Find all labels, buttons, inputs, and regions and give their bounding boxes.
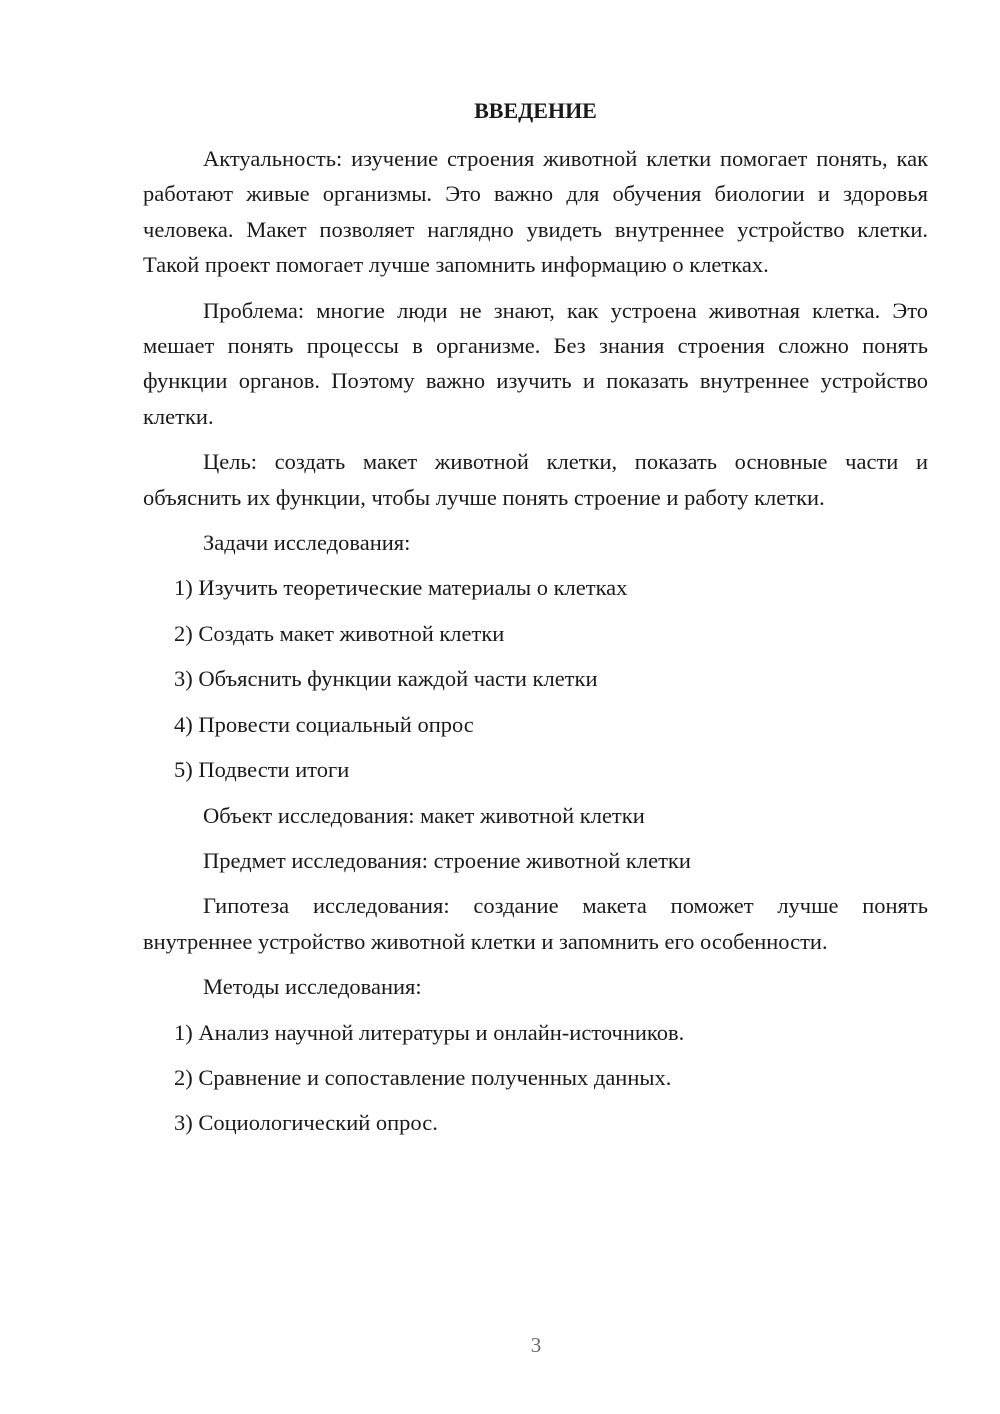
problem-paragraph: Проблема: многие люди не знают, как устроена животная клетка. Это мешает понять процессы в организме. Без знания строения сложно понять функции органов. Поэтому важно изучить и показать внутреннее устройство клетки. (143, 297, 928, 429)
relevance-paragraph: Актуальность: изучение строения животной клетки помогает понять, как работают живые организмы. Это важно для обучения биологии и здоровья человека. Макет позволяет наглядно увидеть внутреннее устройство клетки. Такой проект помогает лучше запомнить информацию о клетках. (143, 146, 928, 278)
hypothesis-paragraph: Гипотеза исследования: создание макета поможет лучше понять внутреннее устройство животной клетки и запомнить его особенности. (143, 893, 928, 954)
object-line: Объект исследования: макет животной клетки (203, 802, 645, 828)
task-item: 1) Изучить теоретические материалы о клетках (174, 575, 628, 601)
document-page (143, 93, 928, 1151)
method-item: 1) Анализ научной литературы и онлайн-источников. (174, 1019, 685, 1045)
methods-heading: Методы исследования: (203, 974, 422, 1000)
method-item: 3) Социологический опрос. (174, 1110, 438, 1136)
task-item: 5) Подвести итоги (174, 757, 350, 783)
task-item: 3) Объяснить функции каждой части клетки (174, 666, 598, 692)
task-item: 4) Провести социальный опрос (174, 711, 474, 737)
page-number: 3 (530, 1333, 542, 1357)
tasks-heading: Задачи исследования: (203, 530, 411, 556)
task-item: 2) Создать макет животной клетки (174, 620, 505, 646)
subject-line: Предмет исследования: строение животной клетки (203, 847, 691, 873)
goal-paragraph: Цель: создать макет животной клетки, показать основные части и объяснить их функции, чтобы лучше понять строение и работу клетки. (143, 449, 928, 510)
method-item: 2) Сравнение и сопоставление полученных данных. (174, 1064, 672, 1090)
page-title: ВВЕДЕНИЕ (474, 98, 597, 123)
